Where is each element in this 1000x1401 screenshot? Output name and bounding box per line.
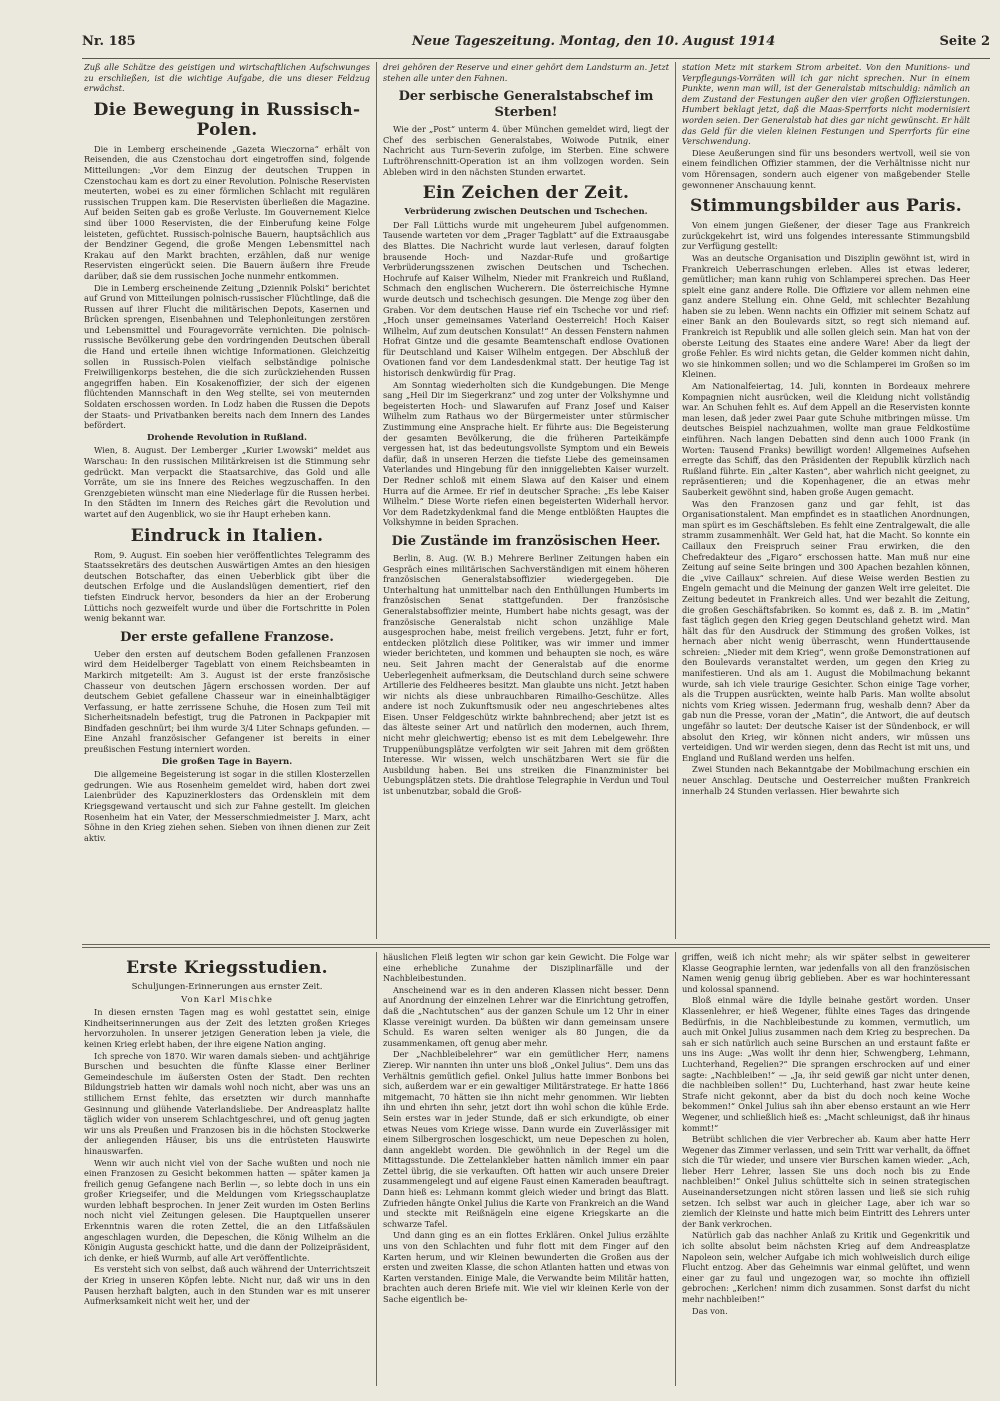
feuilleton-p12: Natürlich gab das nachher Anlaß zu Kritik und Gegenkritik und ich sollte absolut beim nächsten Krieg auf dem Andreasplatze Napoleon sein, welcher Aufgabe ich mich wohlweislich durch eilige Flucht entzog. Aber das Geheimnis war einmal gelüftet, und wenn einer gar zu faul und ungezogen war, so mochte ihn offiziell gebrochen: „Kerlchen! nimm dich zusammen. Sonst darfst du nicht mehr nachbleiben!“ [682, 1230, 970, 1304]
article-revolution: Wien, 8. August. Der Lemberger „Kurier Lwowski“ meldet aus Warschau: In den russischen Militärkreisen ist die Stimmung sehr gedrückt. Man verpackt die Staatsarchive, das Gold und alle Vorräte, um sie ins Innere des Reiches wegzuschaffen. In den Grenzgebieten wünscht man eine Niederlage für die Russen herbei. In den Städten im Innern des Reiches gärt die Revolution und wartet auf den Augenblick, wo sie ihr Haupt erheben kann. [84, 445, 370, 519]
column-1 [84, 62, 370, 939]
feuilleton-p1: In diesen ernsten Tagen mag es wohl gestattet sein, einige Kindheitserinnerungen aus der Zeit des letzten großen Krieges hervorzuholen. In unserer jetzigen Generation leben ja viele, die keinen Krieg erlebt haben, der ihre eigene Nation anging. [84, 1007, 370, 1049]
feuilleton-rule-2 [82, 947, 990, 948]
feuilleton-rule-col-2 [675, 952, 676, 1386]
column-3 [682, 62, 970, 939]
feuilleton-rule-col-1 [376, 952, 377, 1386]
article-franzose: Ueber den ersten auf deutschem Boden gefallenen Franzosen wird dem Heidelberger Tageblatt von einem Reichsbeamten in Markirch mitgeteilt: Am 3. August ist der erste französische Chasseur von deutschen Jägern erschossen worden. Der auf deutschem Gebiet gefallene Chasseur war in eineinhalbtägiger Verfassung, er hatte zerrissene Schuhe, die Hosen zum Teil mit Sicherheitsnadeln befestigt, trug die Patronen in Packpapier mit Bindfaden geschnürt; bei ihm wurde 3/4 Liter Schnaps gefunden. — Eine Anzahl französischer Gefangener ist bereits in einer preußischen Festung interniert worden. [84, 648, 370, 755]
headline-kriegsstudien: Erste Kriegsstudien. [126, 958, 328, 978]
feuilleton-p11: Betrübt schlichen die vier Verbrecher ab. Kaum aber hatte Herr Wegener das Zimmer verlassen, und sein Tritt war verhallt, da öffnet sich die Tür wieder, und unsere vier Burschen kamen wieder. „Ach, lieber Herr Lehrer, lassen Sie uns doch noch bis zu Ende nachbleiben!“ Onkel Julius schüttelte sich in seinen strategischen Auseinandersetzungen nicht stören lassen und ließ sie sich ruhig setzen. Ich selbst war auch in gleicher Lage, aber ich war so ziemlich der Kleinste und hatte mich beim Eintritt des Lehrers unter der Bank verkrochen. [682, 1134, 970, 1229]
subhead-revolution: Drohende Revolution in Rußland. [147, 432, 307, 443]
feuilleton-p3: Wenn wir auch nicht viel von der Sache wußten und noch nie einen Franzosen zu Gesicht bekommen hatten — später kamen ja freilich genug Gefangene nach Berlin —, so lebte doch in uns ein großer Kriegseifer, und die Meldungen vom Kriegsschauplatze wurden lebhaft besprochen. In jener Zeit wurden im Osten Berlins noch nicht viel Zeitungen gelesen. Die Hauptquellen unserer Erkenntnis waren die roten Zettel, die an den Litfaßsäulen angeschlagen wurden, die Depeschen, die König Wilhelm an die Königin Augusta geschickt hatte, und die dann der Polizeipräsident, ich denke, er hieß Wurmb, auf alle Art veröffentlichte. [84, 1157, 370, 1263]
author-line: Von Karl Mischke [181, 994, 273, 1005]
headline-italien: Eindruck in Italien. [130, 525, 324, 546]
feuilleton-column-1 [84, 952, 370, 1386]
headline-paris: Stimmungsbilder aus Paris. [689, 196, 963, 217]
subhead-bayern: Die großen Tage in Bayern. [161, 756, 293, 767]
feuilleton-p7: Der „Nachbleibelehrer“ war ein gemütlicher Herr, namens Zierep. Wir nannten ihn unter uns bloß „Onkel Julius“. Dem uns das Verhältnis gemütlich gefiel. Onkel Julius hatte immer Bonbons bei sich, außerdem war er ein gewaltiger Militärstratege. Er hatte 1866 mitgemacht, 70 hätten sie ihn nicht mehr genommen. Wir liebten ihn und ehrten ihn sehr, jetzt dort ihn wohl schon die kühle Erde. Sein erstes war in jeder Stunde, daß er sich erkundigte, ob einer etwas Neues vom Kriege wisse. Dann wurde ein Zuverlässiger mit einem Silbergroschen losgeschickt, um neue Depeschen zu holen, dann angeklebt worden. Die gewöhnlich in der Regel um die Mittagsstunde. Die Zettelankleber hatten nämlich immer ein paar Zettel übrig, die sie verkauften. Oft hatten wir auch unsere Dreier zusammengelegt und auf eigene Faust einen Kameraden beauftragt. Dann hieß es: Lehmann kommt gleich wieder und bringt das Blatt. Zufrieden hängte Onkel Julius die Karte von Frankreich an die Wand und steckte mit Reißnägeln eine eigene Kriegskarte an die schwarze Tafel. [383, 1049, 669, 1229]
feuilleton-p8: Und dann ging es an ein flottes Erklären. Onkel Julius erzählte uns von den Schlachten und fuhr flott mit dem Finger auf den Karten herum, und wir Kleinen bewunderten die Großen aus der ersten und zweiten Klasse, die schon Atlanten hatten und etwas von Karten verstanden. Einige Male, die Verwandte beim Militär hatten, brachten auch deren Briefe mit. Wie viel wir kleinen Kerle von der Sache eigentlich be- [383, 1230, 669, 1304]
headline-zustaende: Die Zustände im französischen Heer. [391, 533, 661, 549]
article-zustaende: Berlin, 8. Aug. (W. B.) Mehrere Berliner Zeitungen haben ein Gespräch eines militärischen Sachverständigen mit einem höheren französischen Generalstabsoffizier wiedergegeben. Die Unterhaltung hat unmittelbar nach den Enthüllungen Humberts im französischen Senat stattgefunden. Der französische Generalstabsoffizier meinte, Humbert habe nichts gesagt, was der französische Generalstab nicht schon unzählige Male ausgesprochen habe, meist freilich vergebens. Jetzt, fuhr er fort, entdecken plötzlich diese Politiker, was wir immer und immer wieder berichteten, und kommen und behaupten sie noch, es wäre neu. Seit Jahren macht der Generalstab auf die enorme Ueberlegenheit aufmerksam, die Deutschland durch seine schwere Artillerie des Feldheeres besitzt. Man glaubte uns nicht. Jetzt haben wir nichts als diese unbrauchbaren Rimailho-Geschütze. Alles andere ist noch Zukunftsmusik oder neu angeschriebenes altes Eisen. Unser Feldgeschütz wirkte bahnbrechend; aber jetzt ist es das älteste seiner Art und natürlich den modernen, auch Ihrem, nicht mehr gleichwertig; ebenso ist es mit dem Lebelgewehr. Ihre Truppenübungsplätze verfolgten wir seit Jahren mit dem größten Interesse. Wir wissen, welch unschätzbaren Wert sie für die Ausbildung haben. Bei uns streiken die Finanzminister bei Uebungsplätzen stets. Die drahtlose Telegraphie in Verdun und Toul ist unbenutzbar, sobald die Groß- [383, 552, 669, 797]
subhead-verbruederung: Verbrüderung zwischen Deutschen und Tschechen. [404, 207, 648, 218]
article-paris-p2: Was an deutsche Organisation und Disziplin gewöhnt ist, wird in Frankreich Ueberraschungen erleben. Alles ist etwas lederer, gemütlicher; man kann ruhig von Schlamperei sprechen. Das Heer spielt eine ganz andere Rolle. Die Offiziere vor allem nehmen eine ganz andere Stellung ein. Ohne Geld, mit schlechter Bezahlung haben sie zu leben. Wenn nachts ein Offizier mit seinem Schatz auf einer Bank an den Boulevards sitzt, so regt sich niemand auf. Frankreich ist Republik und alle sollen gleich sein. Man hat von der oberste Leitung des Staates eine andere Ware! Aber da liegt der große Fehler. Es wird nichts getan, die Gelder kommen nicht dahin, wo sie hinkommen sollen; und wo die Schlamperei im Großen so im Kleinen. [682, 252, 970, 380]
subhead-schuljungen: Schuljungen-Erinnerungen aus ernster Zeit. [131, 982, 323, 992]
feuilleton-p6: Anscheinend war es in den anderen Klassen nicht besser. Denn auf Anordnung der einzelnen Lehrer war die Einrichtung getroffen, daß die „Nachtutschen“ aus der ganzen Schule um 12 Uhr in einer Klasse vereinigt wurden. Da büßten wir dann gemeinsam unsere Schuld. Es waren selten weniger als 80 Jungen, die da zusammenkamen, oft genug aber mehr. [383, 984, 669, 1048]
article-paris-p4: Was den Franzosen ganz und gar fehlt, ist das Organisationstalent. Man empfindet es in staatlichen Anordnungen, man spürt es im Geschäftsleben. Es fehlt eine Zentralgewalt, die alle stramm zusammenhält. Wer Geld hat, hat die Macht. So konnte ein Caillaux den Freispruch seiner Frau erwirken, die den Chefredakteur des „Figaro“ erschossen hatte. Man muß nur eine Zeitung auf seine Seite bringen und 300 Apachen bezahlen können, die „vive Caillaux“ schreien. Auf diese Weise werden Bestien zu Engeln gemacht und die Meinung der ganzen Welt irre geleitet. Die Zeitung bedeutet in Frankreich alles. Und wer bezahlt die Zeitung, die großen Geschäftsfabriken. So kommt es, daß z. B. im „Matin“ fast täglich gegen den Krieg gegen Deutschland gehetzt wird. Man hält das für den Ausdruck der Stimmung des großen Volkes, ist hernach aber nicht wenig überrascht, wenn Hunderttausende schreien: „Nieder mit dem Krieg“, wenn große Demonstrationen auf den Boulevards veranstaltet werden, um gegen den Krieg zu manifestieren. Und als am 1. August die Mobilmachung bekannt wurde, sah ich viele traurige Gesichter. Schon einige Tage vorher, als die Truppen ausrückten, weinte halb Paris. Man wollte absolut nichts vom Krieg wissen. Jedermann frug, weshalb denn? Aber da gab nun die Presse, voran der „Matin“, die Antwort, die auf deutsch ungefähr so lautet: Der deutsche Kaiser ist der Sündenbock, er will absolut den Krieg, wir können nicht anders, wir müssen uns verteidigen. Und wir werden siegen, denn das Recht ist mit uns, und England und Rußland werden uns helfen. [682, 498, 970, 763]
feuilleton-p5: häuslichen Fleiß legten wir schon gar kein Gewicht. Die Folge war eine erhebliche Zunahme der Disziplinarfälle und der Nachbleibestunden. [383, 952, 669, 984]
article-polen-p1: Die in Lemberg erscheinende „Gazeta Wieczorna“ erhält von Reisenden, die aus Czenstochau dort eingetroffen sind, folgende Mitteilungen: „Vor dem Einzug der deutschen Truppen in Czenstochau kam es dort zu einer Revolution. Polnische Reservisten meuterten, wobei es zu einer förmlichen Schlacht mit regulären russischen Truppen kam. Die Reservisten überließen die Magazine. Auf beiden Seiten gab es große Verluste. Im Gouvernement Kielce sind über 1000 Reservisten, die der Einberufung keine Folge leisteten, gefüchtet. Russisch-polnische Bauern, hauptsächlich aus der Bendziner Gegend, die große Mengen Lebensmittel nach Krakau auf den Markt brachten, erzählen, daß nur wenige Reservisten eingerückt seien. Die Bauern äußern ihre Freude darüber, daß sie dem russischen Joche nunmehr entkommen. [84, 143, 370, 281]
feuilleton-column-3 [682, 952, 970, 1386]
article-zeichen-p1: Der Fall Lüttichs wurde mit ungeheurem Jubel aufgenommen. Tausende warteten vor dem „Prager Tagblatt“ auf die Extraausgabe des Blattes. Die Nachricht wurde laut verlesen, darauf folgten brausende Hoch- und Nazdar-Rufe und großartige Verbrüderungsszenen zwischen Deutschen und Tschechen. Hochrufe auf Kaiser Wilhelm, Nieder mit Frankreich und Rußland, Schmach den englischen Wucherern. Die österreichische Hymne wurde deutsch und tschechisch gesungen. Die Menge zog über den Graben. Vor dem deutschen Hause rief ein Tscheche vor und rief: „Hoch unser gemeinsames Vaterland Oesterreich! Hoch Kaiser Wilhelm, Auf zum deutschen Konsulat!“ An dessen Fenstern nahmen Hofrat Gintze und die gesamte Beamtenschaft endlose Ovationen für Deutschland und Kaiser Wilhelm entgegen. Der Abschluß der Ovationen fand vor dem Landesdenkmal statt. Der heutige Tag ist historisch denkwürdig für Prag. [383, 219, 669, 379]
column-2 [383, 62, 669, 939]
feuilleton-p4: Es versteht sich von selbst, daß auch während der Unterrichtszeit der Krieg in unseren Köpfen lebte. Nicht nur, daß wir uns in den Pausen herzhaft balgten, auch in den Stunden war es mit unserer Aufmerksamkeit nicht weit her, und der [84, 1264, 370, 1307]
article-zeichen-p2: Am Sonntag wiederholten sich die Kundgebungen. Die Menge sang „Heil Dir im Siegerkranz“ und zog unter der Volkshymne und begeisterten Hoch- und Slawarufen auf Franz Josef und Kaiser Wilhelm zum Rathaus wo der Bürgermeister unter stürmischer Zustimmung eine Ansprache hielt. Er führte aus: Die Begeisterung der gesamten Bevölkerung, die die früheren Parteikämpfe vergessen hat, ist das bedeutungsvollste Symptom und ein Beweis dafür, daß in unseren Herzen die tiefste Liebe des gemeinsamen Vaterlandes und Hingebung für den inniggeliebten Kaiser wurzelt. Der Redner schloß mit einem Slawa auf den Kaiser und einem Hurra auf die Armee. Er rief in deutscher Sprache: „Es lebe Kaiser Wilhelm.“ Diese Worte riefen einen begeisterten Widerhall hervor. Vor dem Radetzkydenkmal fand die Menge entblößten Hauptes die Volkshymne in beiden Sprachen. [383, 379, 669, 528]
feuilleton-column-2 [383, 952, 669, 1386]
article-generalstab: Wie der „Post“ unterm 4. über München gemeldet wird, liegt der Chef des serbischen Generalstabes, Woiwode Putnik, einer Nachricht aus Turn-Severin zufolge, im Sterben. Eine schwere Luftröhrenschnitt-Operation ist an ihm vollzogen worden. Sein Ableben wird in den nächsten Stunden erwartet. [383, 124, 669, 177]
page-number: Seite 2 [939, 34, 990, 49]
feuilleton-p10: Bloß einmal wäre die Idylle beinahe gestört worden. Unser Klassenlehrer, er hieß Wegener, fühlte eines Tages das dringende Bedürfnis, in die Nachbleibestunde zu kommen, vermutlich, um auch mit Onkel Julius zusammen nach dem Krieg zu besprechen. Da sah er sich natürlich auch seine Burschen an und erstaunt faßte er uns ins Auge: „Was wollt ihr denn hier, Schwengberg, Lehmann, Luchterhand, Regelien?“ Die sprangen erschrocken auf und einer sagte: „Nachbleiben!“ — „Ja, ihr seid gewiß gar nicht unter denen, die nachbleiben sollen!“ Du, Luchterhand, hast zwar heute keine Strafe nicht gekonnt, aber da bist du doch noch keine Woche bekommen!“ Onkel Julius sah ihn aber ebenso erstaunt an wie Herr Wegener, und schließlich hieß es: „Macht schleunigst, daß ihr hinaus kommt!“ [682, 995, 970, 1133]
article-paris-p1: Von einem jungen Gießener, der dieser Tage aus Frankreich zurückgekehrt ist, wird uns folgendes interessante Stimmungsbild zur Verfügung gestellt: [682, 220, 970, 252]
feuilleton-p13: Das von. [692, 1305, 728, 1316]
newspaper-title: Neue Tageszeitung. Montag, den 10. August 1914 [412, 34, 776, 49]
article-aeusserungen: Diese Aeußerungen sind für uns besonders wertvoll, weil sie von einem feindlichen Offizier stammen, der die Verhältnisse nicht nur vom Hörensagen, sondern auch eigener von maßgebender Stelle gewonnener Anschauung kennt. [682, 147, 970, 190]
column-rule-1 [376, 62, 377, 939]
feuilleton-rule [82, 944, 990, 945]
headline-generalstab: Der serbische Generalstabschef im Sterben! [398, 89, 654, 121]
article-italien: Rom, 9. August. Ein soeben hier veröffentlichtes Telegramm des Staatssekretärs des deutschen Auswärtigen Amtes an den hiesigen deutschen Botschafter, das einen Ueberblick gibt über die deutschen Erfolge und die Auslandslügen dementiert, rief den tiefsten Eindruck hervor, besonders da hier an der Eroberung Lüttichs noch gezweifelt wurde und über die Fortschritte in Polen wenig bekannt war. [84, 549, 370, 624]
article-bayern: Die allgemeine Begeisterung ist sogar in die stillen Klosterzellen gedrungen. Wie aus Rosenheim gemeldet wird, haben dort zwei Laienbrüder des Kapuzinerklosters das Ordensklein mit dem Kriegsgewand vertauscht und sich zur Fahne gestellt. Im gleichen Rosenheim hat ein Vater, der Messerschmiedmeister J. Marx, acht Söhne in den Krieg ziehen sehen. Sieben von ihnen dienen zur Zeit aktiv. [84, 769, 370, 843]
feuilleton-p9: griffen, weiß ich nicht mehr; als wir später selbst in geweiterer Klasse Geographie lernten, war jedenfalls von all den französischen Namen wenig genug übrig geblieben. Aber es war hochinteressant und kolossal spannend. [682, 952, 970, 994]
article-paris-p5: Zwei Stunden nach Bekanntgabe der Mobilmachung erschien ein neuer Anschlag. Deutsche und Oesterreicher mußten Frankreich innerhalb 24 Stunden verlassen. Hier bewahrte sich [682, 764, 970, 796]
masthead [82, 32, 990, 59]
col3-intro: station Metz mit starkem Strom arbeitet. Von den Munitions- und Verpflegungs-Vorräten will ich gar nicht sprechen. Nur in einem Punkte, wenn man will, ist der Generalstab mitschuldig: nämlich an dem Zustand der Festungen außer den vier großen Offizierstungen. Humbert beklagt jetzt, daß die Maas-Sperrforts nicht modernisiert worden seien. Der Generalstab hat dies gar nicht gewünscht. Er hält das Geld für die vielen kleinen Festungen und Sperrforts für eine Verschwendung. [682, 62, 970, 147]
issue-number: Nr. 185 [82, 34, 136, 49]
headline-polen: Die Bewegung in Russisch-Polen. [93, 99, 361, 140]
col1-intro: Zuß alle Schätze des geistigen und wirtschaftlichen Aufschwunges zu erschließen, ist die wichtige Aufgabe, die uns dieser Feldzug erwächst. [84, 62, 370, 94]
article-paris-p3: Am Nationalfeiertag, 14. Juli, konnten in Bordeaux mehrere Kompagnien nicht ausrücken, weil die Kleidung nicht vollständig war. An Schuhen fehlt es. Auf dem Appell an die Reservisten konnte man lesen, daß jeder zwei Paar gute Schuhe mitbringen müsse. Um deutsches Beispiel nachzuahmen, wollte man graue Feldkostüme einführen. Nach langen Debatten sind denn auch 1000 Frank (in Worten: Tausend Franks) bewilligt worden! Allgemeines Aufsehen erregte das Schiff, das den Präsidenten der Republik kürzlich nach Rußland führte. Ein „alter Kasten“, aber wahrlich nicht geeignet, zu repräsentieren; und die Kopenhagener, die an etwas mehr Sauberkeit gewöhnt sind, haben große Augen gemacht. [682, 381, 970, 497]
feuilleton-p2: Ich spreche von 1870. Wir waren damals sieben- und achtjährige Burschen und besuchten die fünfte Klasse einer Berliner Gemeindeschule im äußersten Osten der Stadt. Den rechten Bildungstrieb hatten wir damals wohl noch nicht, aber was uns an stillichem Ernst fehlte, das ersetzten wir durch mannhafte Gesinnung und glühende Vaterlandsliebe. Der Andreasplatz hallte täglich wider von unserem Schlachtgeschrei, und oft genug jagten wir uns als Preußen und Franzosen bis in die höchsten Stockwerke der anliegenden Häuser, bis uns die entrüsteten Hauswirte hinauswarfen. [84, 1050, 370, 1156]
headline-zeichen: Ein Zeichen der Zeit. [422, 183, 630, 204]
col2-intro: drei gehören der Reserve und einer gehört dem Landsturm an. Jetzt stehen alle unter den Fahnen. [383, 62, 669, 83]
headline-franzose: Der erste gefallene Franzose. [120, 629, 334, 645]
column-rule-2 [675, 62, 676, 939]
article-polen-p2: Die in Lemberg erscheinende Zeitung „Dziennik Polski“ berichtet auf Grund von Mitteilungen polnisch-russischer Flüchtlinge, daß die Russen auf ihrer Flucht die militärischen Depots, Kasernen und Brücken sprengen, Eisenbahnen und Telephonleitungen zerstören und Lebensmittel und Fouragevorräte vernichten. Die polnisch-russische Bevölkerung gebe den vordringenden Deutschen überall die Hand und erteile ihnen wichtige Informationen. Gleichzeitig sollen in Russisch-Polen vielfach selbständige polnische Freiwilligenkorps bestehen, die die sich zurückziehenden Russen angegriffen haben. Ein Kosakenoffizier, der sich der eigenen flüchtenden Mannschaft in den Weg stellte, sei von meuternden Soldaten erschossen worden. In Lodz haben die Russen die Depots der Staats- und Privatbanken bereits nach dem Innern des Landes befördert. [84, 282, 370, 431]
